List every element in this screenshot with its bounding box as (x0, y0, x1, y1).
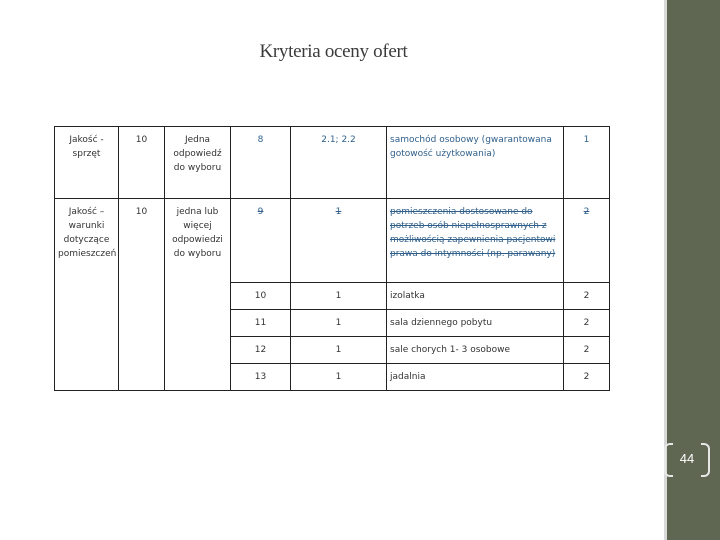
item-number: 13 (231, 364, 291, 391)
criterion-name: Jakość – warunki dotyczące pomieszczeń (55, 199, 119, 391)
item-points: 2 (564, 310, 610, 337)
answer-mode: Jedna odpowiedź do wyboru (165, 127, 231, 199)
answer-mode: jedna lub więcej odpowiedzi do wyboru (165, 199, 231, 391)
item-number: 9 (231, 199, 291, 283)
item-points: 2 (564, 364, 610, 391)
item-points: 2 (564, 337, 610, 364)
table-row (55, 127, 610, 199)
item-number: 11 (231, 310, 291, 337)
item-reference: 1 (291, 310, 387, 337)
item-number: 10 (231, 283, 291, 310)
criterion-name: Jakość - sprzęt (55, 127, 119, 199)
item-description: sala dziennego pobytu (387, 310, 564, 337)
item-reference: 1 (291, 283, 387, 310)
item-points: 2 (564, 199, 610, 283)
item-points: 1 (564, 127, 610, 199)
item-reference: 2.1; 2.2 (291, 127, 387, 199)
item-description: jadalnia (387, 364, 564, 391)
item-description: samochód osobowy (gwarantowana gotowość użytkowania) (387, 127, 564, 199)
page-number-box (659, 440, 715, 476)
criterion-weight: 10 (119, 127, 165, 199)
item-number: 12 (231, 337, 291, 364)
item-points: 2 (564, 283, 610, 310)
item-description: izolatka (387, 283, 564, 310)
item-reference: 1 (291, 337, 387, 364)
table-row (55, 199, 610, 283)
criteria-table (54, 126, 610, 391)
page-number: 44 (679, 451, 695, 466)
criterion-weight: 10 (119, 199, 165, 391)
item-reference: 1 (291, 364, 387, 391)
item-number: 8 (231, 127, 291, 199)
item-description: sale chorych 1- 3 osobowe (387, 337, 564, 364)
item-description: pomieszczenia dostosowane do potrzeb osób niepełnosprawnych z możliwością zapewnienia pacjentowi prawa do intymności (np. parawany) (387, 199, 564, 283)
slide-title: Kryteria oceny ofert (259, 41, 408, 62)
item-reference: 1 (291, 199, 387, 283)
